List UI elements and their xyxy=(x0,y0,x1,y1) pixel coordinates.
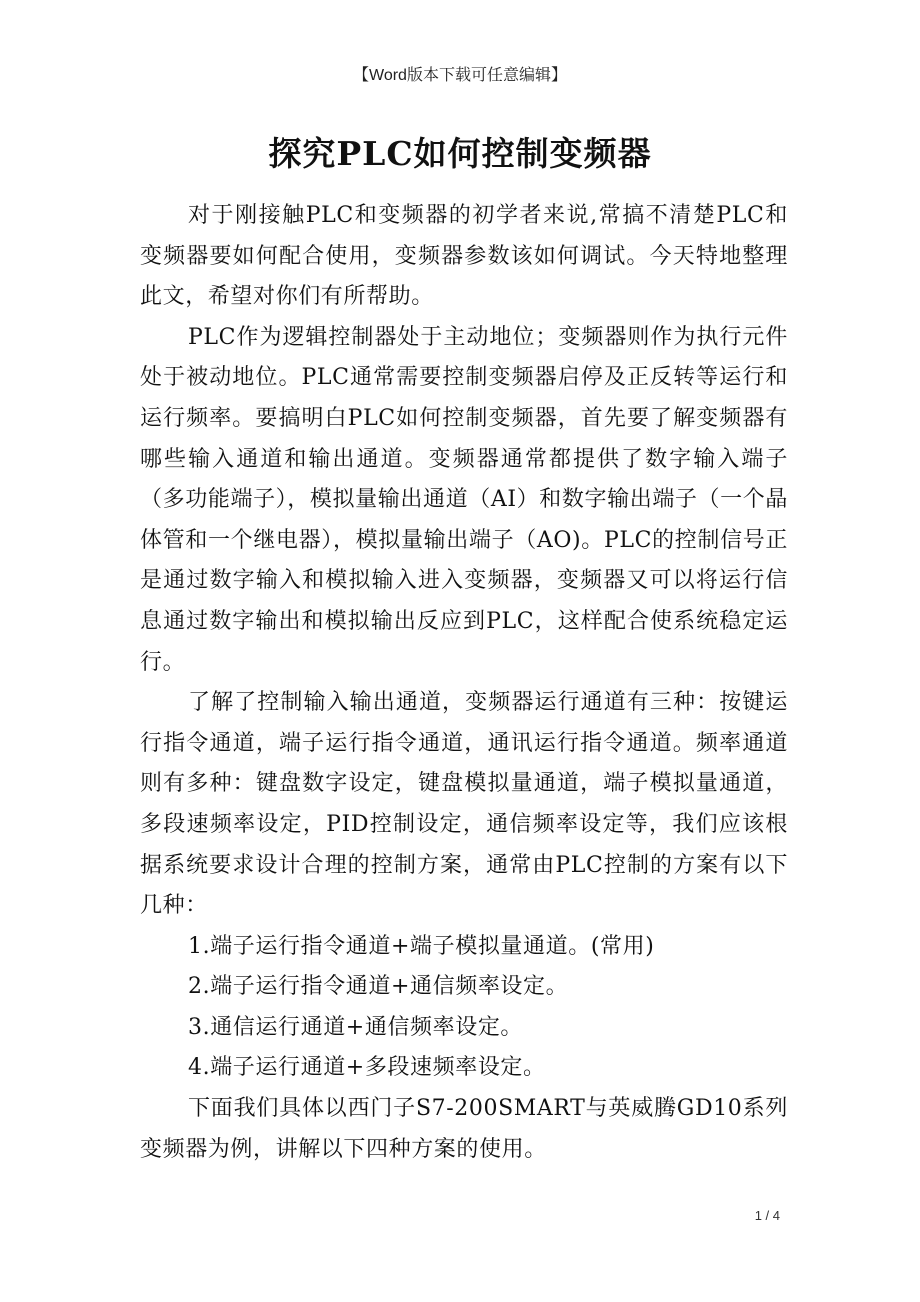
list-item-scheme-2: 2.端子运行指令通道+通信频率设定。 xyxy=(188,974,569,1000)
page-header-note: 【Word版本下载可任意编辑】 xyxy=(353,67,567,84)
document-title: 探究PLC如何控制变频器 xyxy=(268,134,652,173)
page-number: 1 / 4 xyxy=(754,1208,780,1223)
paragraph-intro: 对于刚接触PLC和变频器的初学者来说,常搞不清楚PLC和变频器要如何配合使用，变频器参数该如何调试。今天特地整理此文，希望对你们有所帮助。 xyxy=(140,203,788,310)
list-item-scheme-1: 1.端子运行指令通道+端子模拟量通道。(常用) xyxy=(188,933,655,959)
paragraph-plc-role: PLC作为逻辑控制器处于主动地位；变频器则作为执行元件处于被动地位。PLC通常需要控制变频器启停及正反转等运行和运行频率。要搞明白PLC如何控制变频器，首先要了解变频器有哪些输入通道和输出通道。变频器通常都提供了数字输入端子（多功能端子），模拟量输出通道（AI）和数字输出端子（一个晶体管和一个继电器），模拟量输出端子（AO)。PLC的控制信号正是通过数字输入和模拟输入进入变频器，变频器又可以将运行信息通过数字输出和模拟输出反应到PLC，这样配合使系统稳定运行。 xyxy=(140,324,788,675)
list-item-scheme-3: 3.通信运行通道+通信频率设定。 xyxy=(188,1014,524,1040)
list-item-scheme-4: 4.端子运行通道+多段速频率设定。 xyxy=(188,1055,546,1081)
paragraph-example: 下面我们具体以西门子S7-200SMART与英威腾GD10系列变频器为例，讲解以下四种方案的使用。 xyxy=(140,1096,788,1162)
paragraph-channels: 了解了控制输入输出通道，变频器运行通道有三种：按键运行指令通道，端子运行指令通道，通讯运行指令通道。频率通道则有多种：键盘数字设定，键盘模拟量通道，端子模拟量通道，多段速频率设定，PID控制设定，通信频率设定等，我们应该根据系统要求设计合理的控制方案，通常由PLC控制的方案有以下几种： xyxy=(140,690,788,919)
document-body xyxy=(140,196,788,1170)
